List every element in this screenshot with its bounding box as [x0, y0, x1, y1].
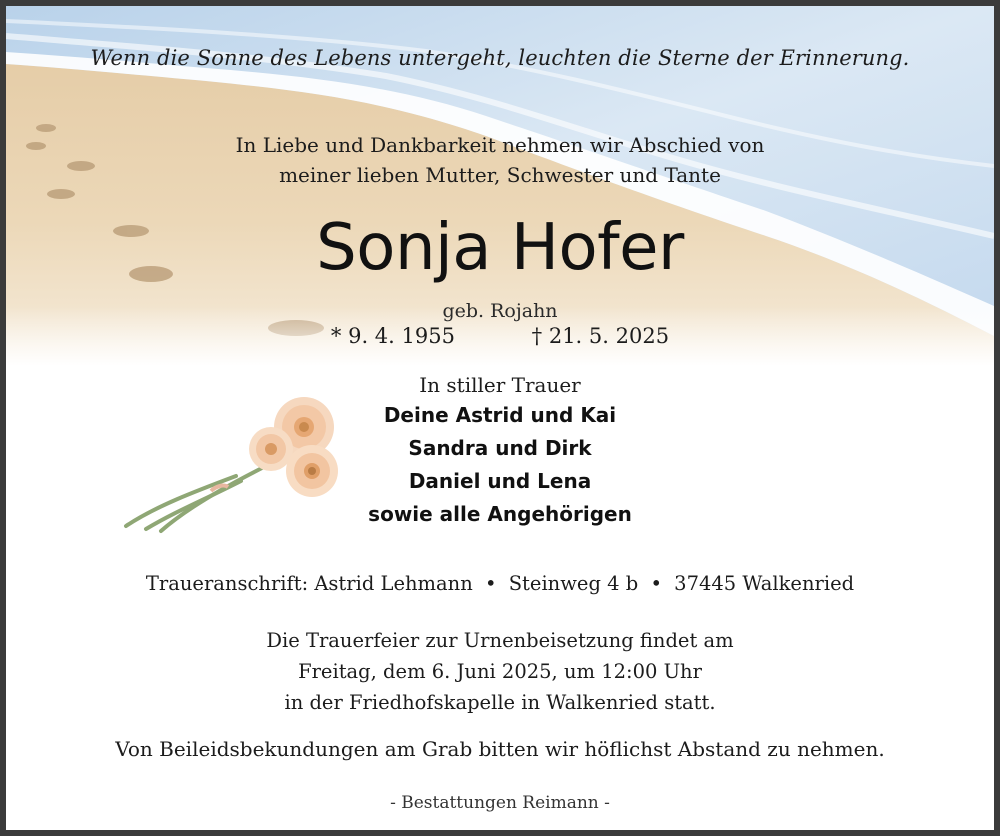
- undertaker-name: - Bestattungen Reimann -: [390, 793, 610, 813]
- ceremony-line-3: in der Friedhofskapelle in Walkenried statt.: [284, 691, 716, 714]
- intro-line-2: meiner lieben Mutter, Schwester und Tante: [279, 163, 721, 187]
- death-date: † 21. 5. 2025: [531, 324, 670, 348]
- mourner-line: sowie alle Angehörigen: [368, 502, 632, 526]
- ceremony-line-1: Die Trauerfeier zur Urnenbeisetzung findet am: [266, 629, 734, 652]
- mourning-address: [6, 572, 994, 595]
- address-separator: •: [484, 572, 497, 595]
- mourner-line: Sandra und Dirk: [408, 436, 592, 460]
- birth-date: * 9. 4. 1955: [330, 324, 455, 348]
- motto-quote: Wenn die Sonne des Lebens untergeht, leuchten die Sterne der Erinnerung.: [90, 46, 910, 70]
- mourner-line: Deine Astrid und Kai: [383, 403, 617, 427]
- life-dates: [6, 324, 994, 348]
- address-separator: •: [650, 572, 662, 595]
- mourners-intro: In stiller Trauer: [419, 373, 581, 397]
- ceremony-line-2: Freitag, dem 6. Juni 2025, um 12:00 Uhr: [298, 660, 702, 683]
- intro-line-1: In Liebe und Dankbarkeit nehmen wir Abschied von: [235, 133, 765, 157]
- deceased-name: Sonja Hofer: [316, 211, 684, 285]
- maiden-name: geb. Rojahn: [442, 300, 558, 322]
- address-name: Traueranschrift: Astrid Lehmann: [145, 572, 473, 595]
- address-city: 37445 Walkenried: [674, 572, 855, 595]
- condolence-request: Von Beileidsbekundungen am Grab bitten wir höflichst Abstand zu nehmen.: [115, 737, 885, 761]
- mourner-line: Daniel und Lena: [408, 469, 592, 493]
- address-street: Steinweg 4 b: [508, 572, 639, 595]
